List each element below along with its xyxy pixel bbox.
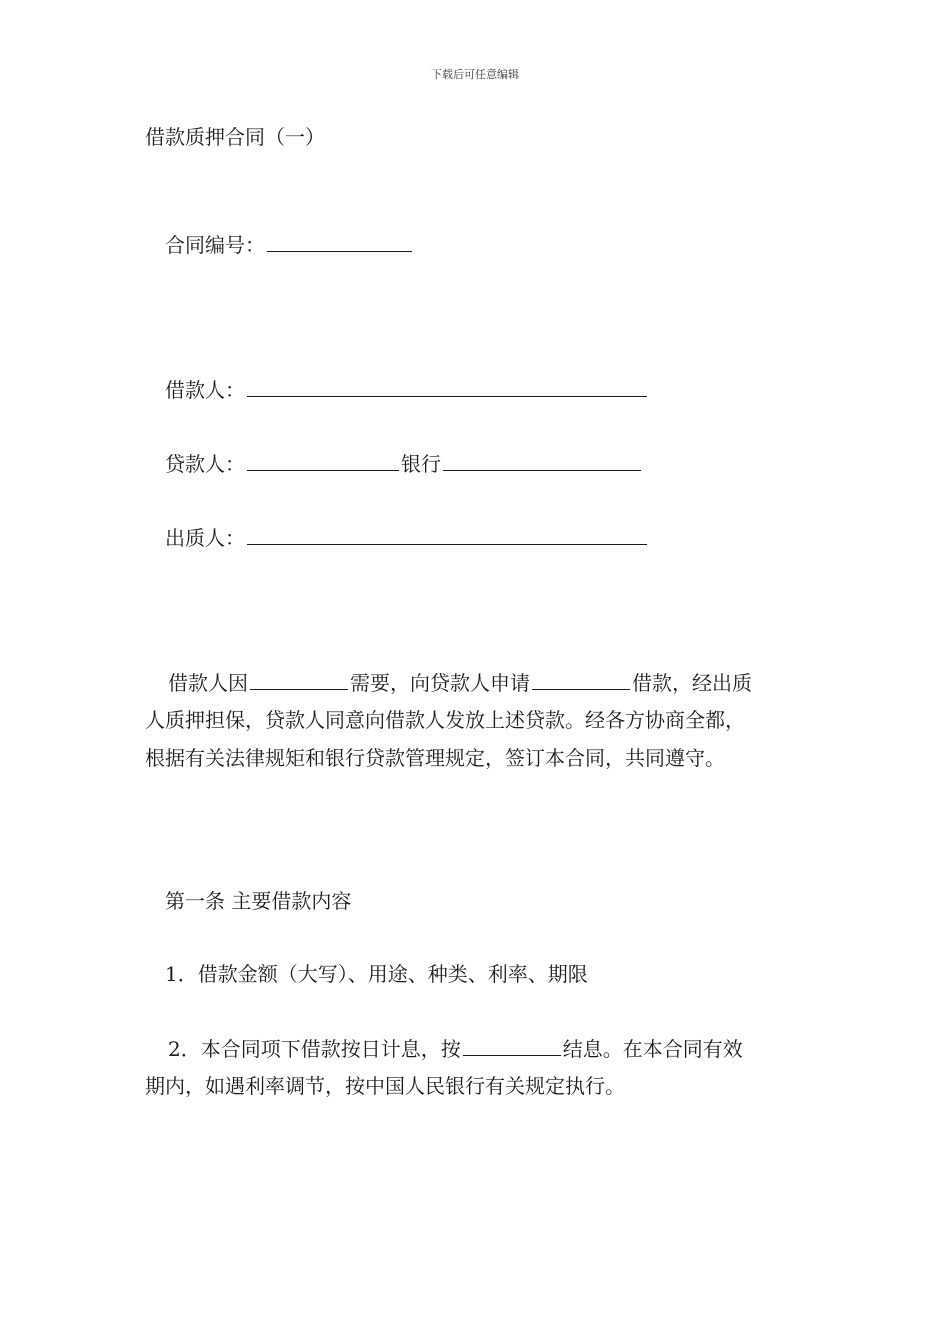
borrower-blank[interactable] (247, 374, 647, 397)
paragraph-1-line-3: 根据有关法律规矩和银行贷款管理规定，签订本合同，共同遵守。 (145, 746, 725, 770)
item-text: 结息。在本合同有效 (562, 1037, 743, 1061)
article-1-item-2-line-2: 期内，如遇利率调节，按中国人民银行有关规定执行。 (145, 1074, 625, 1098)
article-1-heading: 第一条 主要借款内容 (165, 889, 352, 913)
borrower-label: 借款人： (165, 378, 245, 402)
paragraph-text: 借款，经出质 (632, 671, 752, 695)
article-1-item-2-line-1 (168, 1033, 743, 1064)
lender-blank[interactable] (247, 448, 399, 471)
lender-row (165, 448, 643, 479)
header-note: 下载后可任意编辑 (431, 68, 519, 81)
article-1-item-1: 1．借款金额（大写）、用途、种类、利率、期限 (165, 962, 588, 986)
lender-label: 贷款人： (165, 452, 245, 476)
lender-bank-word: 银行 (401, 452, 441, 476)
lender-bank-blank[interactable] (443, 448, 641, 471)
loan-type-blank[interactable] (532, 667, 630, 690)
borrower-row (165, 374, 649, 405)
paragraph-text: 需要，向贷款人申请 (350, 671, 530, 695)
paragraph-1-line-2: 人质押担保，贷款人同意向借款人发放上述贷款。经各方协商全都， (145, 708, 745, 732)
pledgor-blank[interactable] (247, 522, 647, 545)
document-title: 借款质押合同（一） (145, 125, 325, 149)
paragraph-1-line-1 (168, 667, 752, 698)
purpose-blank[interactable] (250, 667, 348, 690)
paragraph-text: 借款人因 (168, 671, 248, 695)
contract-number-blank[interactable] (267, 229, 412, 252)
item-text: 2．本合同项下借款按日计息，按 (168, 1037, 461, 1061)
contract-number-label: 合同编号： (165, 233, 265, 257)
contract-number-row (165, 229, 414, 260)
pledgor-row (165, 522, 649, 553)
pledgor-label: 出质人： (165, 526, 245, 550)
interest-settlement-blank[interactable] (463, 1033, 561, 1056)
